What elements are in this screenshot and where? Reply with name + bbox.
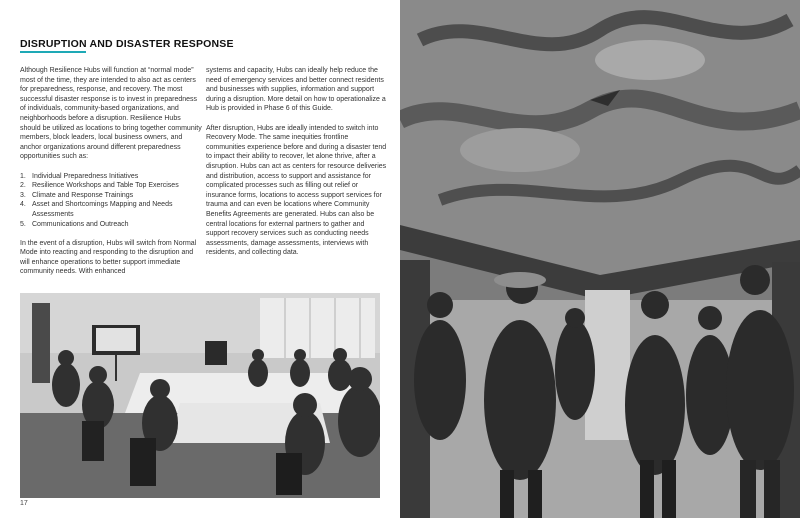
intro-paragraph: Although Resilience Hubs will function at “normal mode” most of the time, they are intended to also act as centers for preparedness, response, and recovery. The most successful disaster response is to invest in preparedness of individuals, community-based organizations, and neighborhoods before a disruption. Resilience Hubs should be utilized as locations to bring together community members, block leaders, local business owners, and anchor organizations around different preparedness opportunities such as: bbox=[20, 67, 202, 161]
list-item-text: Asset and Shortcomings Mapping and Needs Assessments bbox=[32, 201, 173, 218]
list-item-text: Climate and Response Trainings bbox=[32, 191, 134, 199]
left-text-column bbox=[20, 66, 202, 287]
list-item bbox=[20, 191, 202, 201]
list-item-text: Individual Preparedness Initiatives bbox=[32, 172, 139, 180]
workshop-room-illustration bbox=[20, 293, 380, 498]
list-item-number: 2. bbox=[20, 182, 26, 190]
list-item-text: Communications and Outreach bbox=[32, 220, 129, 228]
list-item-text: Resilience Workshops and Table Top Exercises bbox=[32, 182, 179, 190]
list-item-number: 1. bbox=[20, 172, 26, 180]
pavilion-gathering-photo bbox=[400, 0, 800, 518]
list-item bbox=[20, 172, 202, 182]
disruption-paragraph: In the event of a disruption, Hubs will switch from Normal Mode into reacting and responding to the disruption and will enhance operations to better support immediate community needs. With enhanced bbox=[20, 239, 197, 276]
pavilion-gathering-illustration bbox=[400, 0, 800, 518]
workshop-room-photo bbox=[20, 293, 380, 498]
continued-paragraph: systems and capacity, Hubs can ideally help reduce the need of emergency services and better connect residents and businesses with supplies, information and support during a disruption. More detail on how to operationalize a Hub is provided in Phase 6 of this Guide. bbox=[206, 67, 386, 113]
right-text-column bbox=[206, 66, 388, 267]
list-item bbox=[20, 181, 202, 191]
heading-accent-rule bbox=[20, 51, 86, 53]
list-item-number: 4. bbox=[20, 201, 26, 209]
list-item bbox=[20, 200, 202, 219]
list-item bbox=[20, 220, 202, 230]
section-heading: DISRUPTION AND DISASTER RESPONSE bbox=[20, 38, 234, 50]
list-item-number: 5. bbox=[20, 220, 26, 228]
list-item-number: 3. bbox=[20, 191, 26, 199]
page-number: 17 bbox=[20, 500, 28, 507]
preparedness-list bbox=[20, 172, 202, 230]
recovery-paragraph: After disruption, Hubs are ideally intended to switch into Recovery Mode. The same inequities frontline communities experience before and during a disaster tend to impact their ability to recover, let alone thrive, after a disruption. Hubs can act as centers for resource deliveries and distribution, access to support and assistance for complicated processes such as filling out relief or insurance forms, locations to access support services for trauma and can even be locations where Community Benefits Agreements are generated. Hubs can also be central locations for external partners to gather and support recovery services such as conducting needs assessments, damage assessments, interviews with residents, and collecting data. bbox=[206, 124, 387, 257]
